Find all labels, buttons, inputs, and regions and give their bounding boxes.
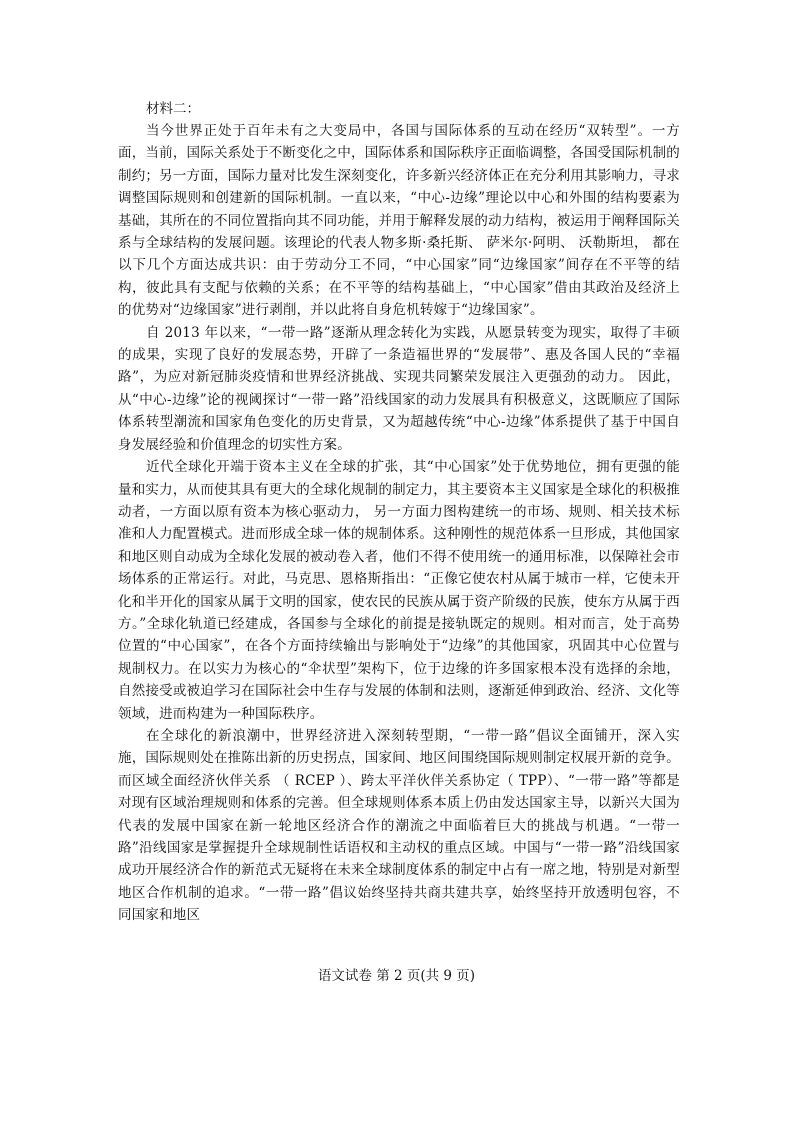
paragraph-4: 在全球化的新浪潮中，世界经济进入深刻转型期，“一带一路”倡议全面铺开，深入实施，国际规则处在推陈出新的历史拐点，国家间、地区间围绕国际规则制定权展开新的竞争。而区域全面经济伙伴关系 （ RCEP ）、跨太平洋伙伴关系协定（ TPP）、“一带一路”等都是对现有区域治理规则和体系的完善。但全球规则体系本质上仍由发达国家主导，以新兴大国为代表的发展中国家在新一轮地区经济合作的潮流之中面临着巨大的挑战与机遇。“一带一路”沿线国家是掌握提升全球规制性话语权和主动权的重点区域。中国与“一带一路”沿线国家成功开展经济合作的新范式无疑将在未来全球制度体系的制定中占有一席之地，特别是对新型地区合作机制的追求。“一带一路”倡议始终坚持共商共建共享，始终坚持开放透明包容，不同国家和地区: [118, 727, 680, 924]
page-footer: 语文试卷 第 2 页(共 9 页): [317, 968, 476, 984]
paragraph-1: 当今世界正处于百年未有之大变局中，各国与国际体系的互动在经历“双转型”。一方面，当前，国际关系处于不断变化之中，国际体系和国际秩序正面临调整，各国受国际机制的制约；另一方面，国际力量对比发生深刻变化，许多新兴经济体正在充分利用其影响力，寻求调整国际规则和创建新的国际机制。一直以来，“中心-边缘”理论以中心和外围的结构要素为基础，其所在的不同位置指向其不同功能，并用于解释发展的动力结构，被运用于阐释国际关系与全球结构的发展问题。该理论的代表人物多斯·桑托斯、 萨米尔·阿明、 沃勒斯坦， 都在以下几个方面达成共识：由于劳动分工不同，“中心国家”同“边缘国家”间存在不平等的结构，彼此具有支配与依赖的关系；在不平等的结构基础上，“中心国家”借由其政治及经济上的优势对“边缘国家”进行剥削，并以此将自身危机转嫁于“边缘国家”。: [118, 123, 680, 319]
section-heading: 材料二：: [146, 101, 200, 117]
document-body: [118, 98, 680, 927]
paragraph-3: 近代全球化开端于资本主义在全球的扩张，其“中心国家”处于优势地位，拥有更强的能量和实力，从而使其具有更大的全球化规制的制定力，其主要资本主义国家是全球化的积极推动者，一方面以原有资本为核心驱动力， 另一方面力图构建统一的市场、规则、相关技术标准和人力配置模式。进而形成全球一体的规制体系。这种刚性的规范体系一旦形成，其他国家和地区则自动成为全球化发展的被动卷入者，他们不得不使用统一的通用标准，以保障社会市场体系的正常运行。对此，马克思、恩格斯指出：“正像它使农村从属于城市一样，它使未开化和半开化的国家从属于文明的国家，使农民的民族从属于资产阶级的民族，使东方从属于西方。”全球化轨道已经建成，各国参与全球化的前提是接轨既定的规则。相对而言，处于高势位置的“中心国家”，在各个方面持续输出与影响处于“边缘”的其他国家，巩固其中心位置与规制权力。在以实力为核心的“伞状型”架构下，位于边缘的许多国家根本没有选择的余地，自然接受或被迫学习在国际社会中生存与发展的体制和法则，逐渐延伸到政治、经济、文化等领域，进而构建为一种国际秩序。: [118, 459, 680, 722]
paragraph-2: 自 2013 年以来，“一带一路”逐渐从理念转化为实践，从愿景转变为现实，取得了丰硕的成果，实现了良好的发展态势，开辟了一条造福世界的“发展带”、惠及各国人民的“幸福路”，为应对新冠肺炎疫情和世界经济挑战、实现共同繁荣发展注入更强劲的动力。 因此，从“中心-边缘”论的视阈探讨“一带一路”沿线国家的动力发展具有积极意义，这既顺应了国际体系转型潮流和国家角色变化的历史背景，又为超越传统“中心-边缘”体系提供了基于中国自身发展经验和价值理念的切实性方案。: [118, 324, 680, 453]
